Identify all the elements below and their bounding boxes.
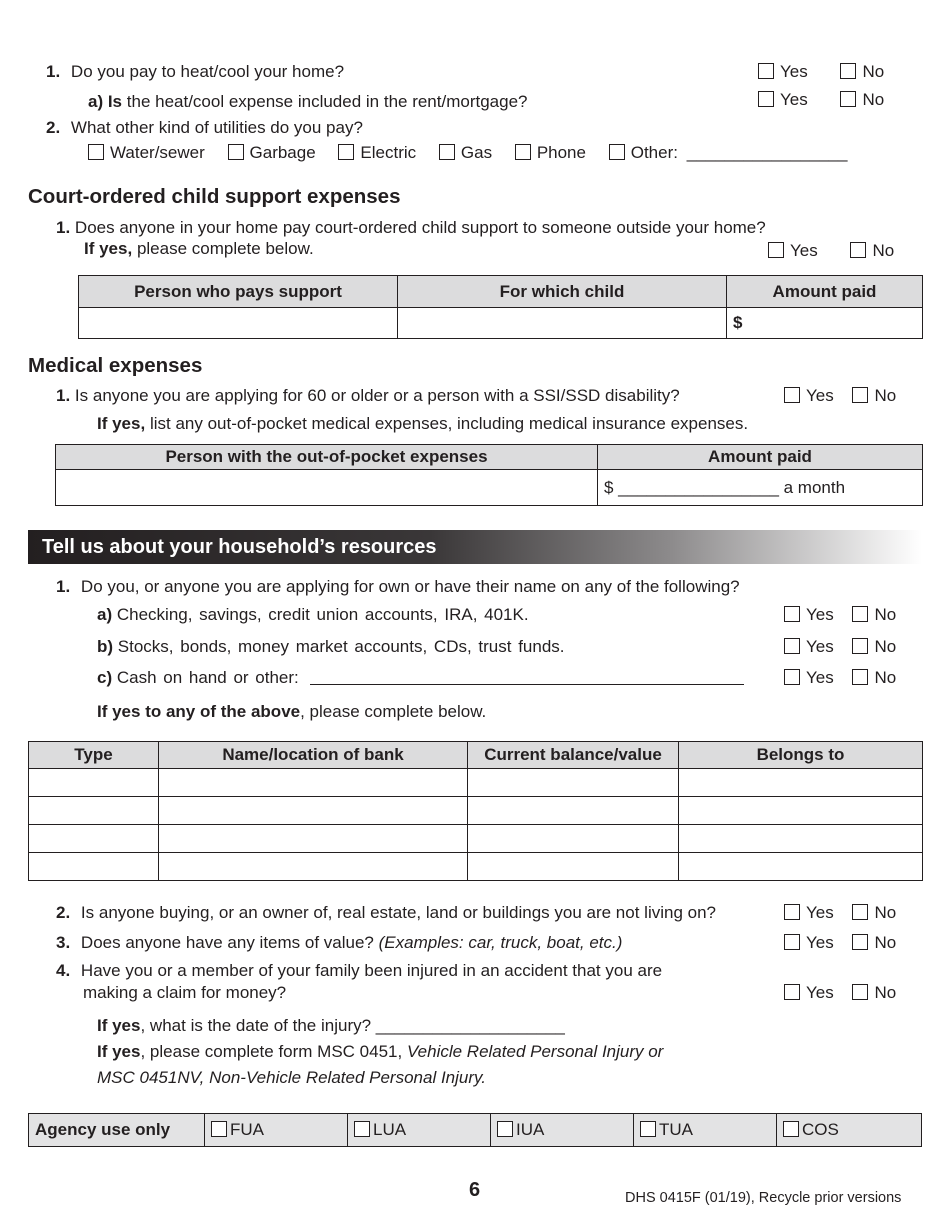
question-text: Is anyone you are applying for 60 or older or a person with a SSI/SSD disability? xyxy=(74,386,680,405)
belongs-to-cell[interactable] xyxy=(679,853,923,881)
question-number: 1. xyxy=(56,577,71,596)
type-cell[interactable] xyxy=(29,853,159,881)
if-yes-text: , please complete below. xyxy=(300,702,487,721)
resources-q4-yes-no xyxy=(784,983,896,1003)
agency-use-only-bar xyxy=(28,1113,922,1147)
utilities-q1a xyxy=(88,92,528,112)
which-child-cell[interactable] xyxy=(398,308,727,339)
if-yes-text: please complete below. xyxy=(136,239,314,258)
question-text: Have you or a member of your family been injured in an accident that you are xyxy=(80,961,663,980)
bank-cell[interactable] xyxy=(159,769,468,797)
medical-table xyxy=(55,444,923,506)
no-label: No xyxy=(874,933,897,952)
no-checkbox[interactable] xyxy=(850,242,866,258)
if-yes-label: If yes, xyxy=(84,239,133,258)
child-support-if-yes xyxy=(84,239,314,259)
injury-date-text[interactable]: , what is the date of the injury? ____________________ xyxy=(140,1016,565,1035)
other-checkbox[interactable] xyxy=(609,144,625,160)
table-row xyxy=(56,470,923,506)
child-support-table xyxy=(78,275,923,339)
question-text: Does anyone in your home pay court-ordered child support to someone outside your home? xyxy=(74,218,766,237)
if-yes-label: If yes xyxy=(97,1042,141,1061)
gas-checkbox[interactable] xyxy=(439,144,455,160)
agency-code-tua xyxy=(634,1114,777,1146)
question-text: Cash on hand or other: xyxy=(116,668,299,687)
resources-q2 xyxy=(56,903,716,923)
iua-checkbox[interactable] xyxy=(497,1121,513,1137)
yes-checkbox[interactable] xyxy=(784,984,800,1000)
no-label: No xyxy=(862,90,885,109)
person-pays-cell[interactable] xyxy=(79,308,398,339)
column-header: Current balance/value xyxy=(468,742,679,769)
yes-checkbox[interactable] xyxy=(768,242,784,258)
no-label: No xyxy=(872,241,895,260)
agency-code-cos xyxy=(777,1114,921,1146)
medical-q1 xyxy=(56,386,680,406)
if-yes-text: list any out-of-pocket medical expenses, including medical insurance expenses. xyxy=(149,414,749,433)
injury-form-note-line2: MSC 0451NV, Non-Vehicle Related Personal Injury. xyxy=(97,1068,486,1087)
question-number: 2. xyxy=(46,118,61,137)
question-text: What other kind of utilities do you pay? xyxy=(70,118,363,137)
resources-q4 xyxy=(56,961,662,981)
table-header-row xyxy=(29,742,923,769)
option-label: Gas xyxy=(460,143,493,162)
belongs-to-cell[interactable] xyxy=(679,797,923,825)
column-header: Name/location of bank xyxy=(159,742,468,769)
utilities-q1a-yes-no xyxy=(758,90,884,110)
injury-form-note xyxy=(97,1042,663,1062)
resources-q4-line2: making a claim for money? xyxy=(83,983,287,1002)
utilities-q1 xyxy=(46,62,344,82)
question-label: b) xyxy=(97,637,114,656)
yes-label: Yes xyxy=(780,62,808,81)
column-header: For which child xyxy=(398,276,727,308)
balance-cell[interactable] xyxy=(468,797,679,825)
yes-label: Yes xyxy=(806,903,834,922)
resources-table xyxy=(28,741,923,881)
lua-checkbox[interactable] xyxy=(354,1121,370,1137)
yes-label: Yes xyxy=(806,605,834,624)
injury-date xyxy=(97,1016,565,1036)
type-cell[interactable] xyxy=(29,769,159,797)
question-text: Stocks, bonds, money market accounts, CDs, trust funds. xyxy=(117,637,565,656)
electric-checkbox[interactable] xyxy=(338,144,354,160)
question-number: 1. xyxy=(56,386,71,405)
yes-checkbox[interactable] xyxy=(758,63,774,79)
table-row xyxy=(29,853,923,881)
resources-qc xyxy=(97,668,744,688)
balance-cell[interactable] xyxy=(468,853,679,881)
agency-code-iua xyxy=(491,1114,634,1146)
yes-checkbox[interactable] xyxy=(758,91,774,107)
no-checkbox[interactable] xyxy=(852,669,868,685)
resources-q3-yes-no xyxy=(784,933,896,953)
question-text: Does anyone have any items of value? xyxy=(80,933,374,952)
balance-cell[interactable] xyxy=(468,825,679,853)
person-expenses-cell[interactable] xyxy=(56,470,598,506)
cash-other-blank[interactable] xyxy=(310,668,744,685)
no-checkbox[interactable] xyxy=(852,934,868,950)
table-row xyxy=(29,769,923,797)
agency-code-fua xyxy=(205,1114,348,1146)
belongs-to-cell[interactable] xyxy=(679,825,923,853)
section-banner-resources: Tell us about your household’s resources xyxy=(28,530,922,564)
column-header: Type xyxy=(29,742,159,769)
if-yes-label: If yes, xyxy=(97,414,146,433)
yes-checkbox[interactable] xyxy=(784,606,800,622)
column-header: Belongs to xyxy=(679,742,923,769)
agency-use-label: Agency use only xyxy=(29,1114,205,1146)
no-checkbox[interactable] xyxy=(852,638,868,654)
no-label: No xyxy=(862,62,885,81)
question-examples: (Examples: car, truck, boat, etc.) xyxy=(378,933,623,952)
question-label: c) xyxy=(97,668,113,687)
if-yes-label: If yes xyxy=(97,1016,141,1035)
yes-checkbox[interactable] xyxy=(784,638,800,654)
page-number: 6 xyxy=(469,1179,481,1201)
resources-qa xyxy=(97,605,529,625)
resources-q1 xyxy=(56,577,740,597)
garbage-checkbox[interactable] xyxy=(228,144,244,160)
table-header-row xyxy=(79,276,923,308)
no-label: No xyxy=(874,637,897,656)
section-title-child-support: Court-ordered child support expenses xyxy=(28,185,401,208)
question-number: 3. xyxy=(56,933,71,952)
form-name: Vehicle Related Personal Injury or xyxy=(406,1042,664,1061)
yes-checkbox[interactable] xyxy=(784,904,800,920)
resources-q3 xyxy=(56,933,622,953)
amount-paid-cell[interactable]: $ _________________ a month xyxy=(598,470,923,506)
question-number: 4. xyxy=(56,961,71,980)
child-support-q1 xyxy=(56,218,766,238)
medical-yes-no xyxy=(784,386,896,406)
no-checkbox[interactable] xyxy=(852,387,868,403)
yes-checkbox[interactable] xyxy=(784,669,800,685)
bank-cell[interactable] xyxy=(159,853,468,881)
no-checkbox[interactable] xyxy=(840,63,856,79)
utilities-q2 xyxy=(46,118,363,138)
amount-paid-cell[interactable]: $ xyxy=(727,308,923,339)
code-label: TUA xyxy=(659,1120,693,1139)
option-label: Phone xyxy=(536,143,586,162)
option-label: Electric xyxy=(360,143,417,162)
question-text: Checking, savings, credit union accounts, IRA, 401K. xyxy=(116,605,529,624)
no-label: No xyxy=(874,386,897,405)
question-label: a) Is xyxy=(88,92,123,111)
resources-qa-yes-no xyxy=(784,605,896,625)
question-label: a) xyxy=(97,605,113,624)
yes-label: Yes xyxy=(806,933,834,952)
yes-label: Yes xyxy=(780,90,808,109)
yes-checkbox[interactable] xyxy=(784,934,800,950)
no-label: No xyxy=(874,605,897,624)
if-yes-label: If yes to any of the above xyxy=(97,702,301,721)
question-text: the heat/cool expense included in the rent/mortgage? xyxy=(126,92,528,111)
question-number: 1. xyxy=(46,62,61,81)
no-checkbox[interactable] xyxy=(852,904,868,920)
table-header-row xyxy=(56,445,923,470)
question-number: 2. xyxy=(56,903,71,922)
belongs-to-cell[interactable] xyxy=(679,769,923,797)
code-label: LUA xyxy=(373,1120,407,1139)
column-header: Amount paid xyxy=(727,276,923,308)
resources-if-yes-any xyxy=(97,702,486,722)
code-label: IUA xyxy=(516,1120,545,1139)
water-sewer-checkbox[interactable] xyxy=(88,144,104,160)
no-checkbox[interactable] xyxy=(852,606,868,622)
balance-cell[interactable] xyxy=(468,769,679,797)
agency-code-lua xyxy=(348,1114,491,1146)
resources-q2-yes-no xyxy=(784,903,896,923)
child-support-yes-no xyxy=(768,241,894,261)
form-id: DHS 0415F (01/19), Recycle prior versions xyxy=(625,1190,902,1206)
column-header: Amount paid xyxy=(598,445,923,470)
resources-qb xyxy=(97,637,565,657)
yes-label: Yes xyxy=(790,241,818,260)
cos-checkbox[interactable] xyxy=(783,1121,799,1137)
bank-cell[interactable] xyxy=(159,797,468,825)
form-note-text: , please complete form MSC 0451, xyxy=(140,1042,403,1061)
table-row xyxy=(79,308,923,339)
question-text: Do you pay to heat/cool your home? xyxy=(70,62,345,81)
no-label: No xyxy=(874,668,897,687)
resources-qb-yes-no xyxy=(784,637,896,657)
option-label: Water/sewer xyxy=(110,143,205,162)
code-label: COS xyxy=(802,1120,839,1139)
resources-qc-yes-no xyxy=(784,668,896,688)
table-row xyxy=(29,825,923,853)
no-checkbox[interactable] xyxy=(840,91,856,107)
question-text: Is anyone buying, or an owner of, real estate, land or buildings you are not living on? xyxy=(80,903,716,922)
yes-label: Yes xyxy=(806,386,834,405)
utilities-options xyxy=(88,143,847,163)
yes-checkbox[interactable] xyxy=(784,387,800,403)
option-label: Garbage xyxy=(249,143,316,162)
medical-if-yes xyxy=(97,414,748,434)
no-label: No xyxy=(874,903,897,922)
phone-checkbox[interactable] xyxy=(515,144,531,160)
question-text: Do you, or anyone you are applying for own or have their name on any of the following? xyxy=(80,577,740,596)
type-cell[interactable] xyxy=(29,797,159,825)
table-row xyxy=(29,797,923,825)
no-checkbox[interactable] xyxy=(852,984,868,1000)
section-title-medical: Medical expenses xyxy=(28,354,203,377)
yes-label: Yes xyxy=(806,983,834,1002)
code-label: FUA xyxy=(230,1120,264,1139)
utilities-q1-yes-no xyxy=(758,62,884,82)
bank-cell[interactable] xyxy=(159,825,468,853)
no-label: No xyxy=(874,983,897,1002)
yes-label: Yes xyxy=(806,668,834,687)
yes-label: Yes xyxy=(806,637,834,656)
column-header: Person with the out-of-pocket expenses xyxy=(56,445,598,470)
tua-checkbox[interactable] xyxy=(640,1121,656,1137)
other-blank[interactable]: _________________ xyxy=(686,143,848,162)
type-cell[interactable] xyxy=(29,825,159,853)
column-header: Person who pays support xyxy=(79,276,398,308)
option-label: Other: xyxy=(630,143,678,162)
question-number: 1. xyxy=(56,218,71,237)
fua-checkbox[interactable] xyxy=(211,1121,227,1137)
